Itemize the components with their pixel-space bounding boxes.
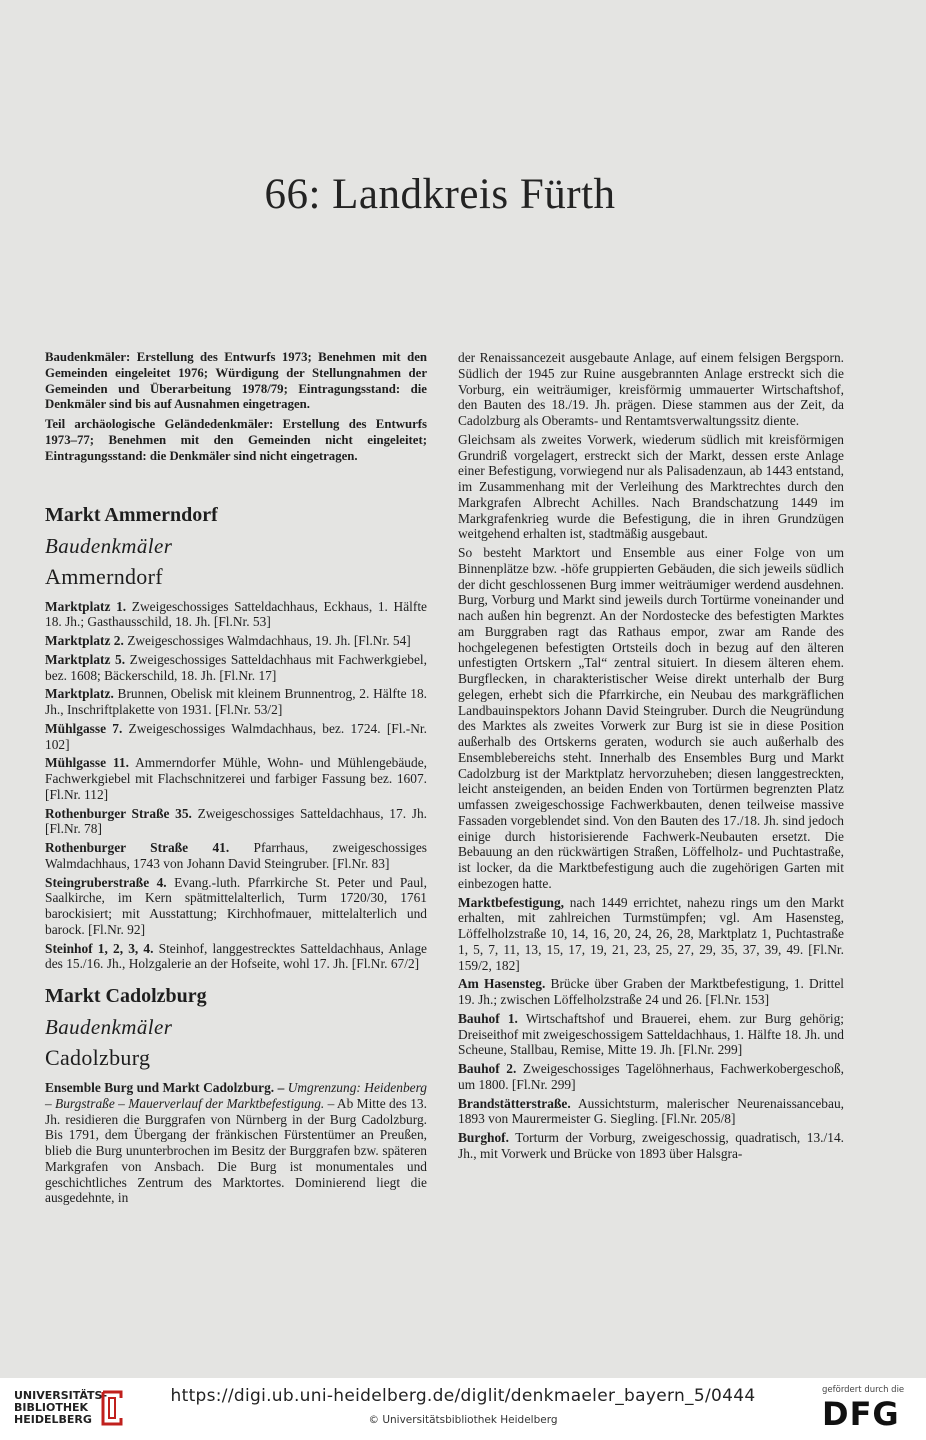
library-logo-line: UNIVERSITÄTS- [14,1389,108,1402]
funding-label: gefördert durch die [822,1385,905,1395]
entry-name: Burghof. [458,1130,509,1145]
paragraph: So besteht Marktort und Ensemble aus einer Folge von um Binnenplätze bzw. -höfe gruppierten Gebäuden, die sich jeweils südlich der dicht geschlossenen Burg immer weiträumiger werdend ausdehnen. Burg, Vorburg und Markt sind jeweils durch Tortürme voneinander und nach außen hin begrenzt. An der Nordostecke des befestigten Marktes am Burggraben ragt das Rathaus empor, zwar am Rande des hochgelegenen befestigten Ortsteils doch in bezug auf den älteren unfestigten Ortskern „Tal“ zentral situiert. In diesem älteren ehem. Burgflecken, in charakteristischer Weise direkt unterhalb der Burg gelegen, erhebt sich die Pfarrkirche, ein Neubau des markgräflichen Landbauinspektors Johann David Steingruber. Durch die Neugründung des Marktes als zweites Vorwerk zur Burg ist sie in diese Position außerhalb des Ortskerns geraten, wodurch sie auch außerhalb des Ensemblebereichs steht. Innerhalb des Ensembles Burg und Markt Cadolzburg ist der Marktplatz hervorzuheben; diesen langgestreckten, leicht ansteigenden, an beiden Enden von Tortürmen begrenzten Platz umfassen zweigeschossige Fachwerkbauten, denen teilweise massive Fassaden vorgeblendet sind. Von den Bauten des 17./18. Jh. sind jedoch einige durch historisierende Fachwerk-Neubauten ersetzt. Die Bebauung an den rückwärtigen Straßen, Löffelholz- und Puchtastraße, ist locker, da die Marktbefestigung auch die zugehörigen Garten mit einbezogen hatte. [458,545,844,891]
entry [45,806,427,838]
entry-name: Mühlgasse 7. [45,720,123,736]
library-logo-line: HEIDELBERG [14,1413,92,1426]
ensemble-boundary: Umgrenzung: Heidenberg – Burgstraße – Mauerverlauf der Marktbefestigung. [45,1080,427,1111]
entry [458,1061,844,1093]
entry [45,686,427,718]
entry-text: Brunnen, Obelisk mit kleinem Brunnentrog, 2. Hälfte 18. Jh., Inschriftplakette von 1931. [Fl.Nr. 53/2] [45,686,427,718]
paragraph: der Renaissancezeit ausgebaute Anlage, auf einem felsigen Bergsporn. Südlich der 1945 zur Ruine ausgebrannten Anlage erstreckt sich die Vorburg, ein weiträumiger, kreisförmig ummauerter Wirtschaftshof, den Bauten des 18./19. Jh. prägen. Diese stammen aus der Zeit, da Cadolzburg als Oberamts- und Rentamtsverwaltungssitz diente. [458,350,844,428]
right-column [458,350,844,1165]
entry [45,941,427,973]
entry-name: Marktplatz 1. [45,598,127,614]
place-cadolzburg: Cadolzburg [45,1045,151,1071]
entry-name: Marktplatz 5. [45,651,126,667]
ensemble-entry [45,1080,427,1206]
entry-text: Zweigeschossiges Satteldachhaus, Eckhaus, 1. Hälfte 18. Jh.; Gasthausschild, 18. Jh. [Fl.Nr. 53] [45,598,427,630]
entry-text: nach 1449 errichtet, nahezu rings um den Markt erhalten, mit zahlreichen Turmstümpfen; vgl. Am Hasensteg, Löffelholzstraße 10, 14, 16, 20, 24, 26, 28, Marktplatz 1, Puchtastraße 1, 5, 7, 11, 13, 15, 17, 19, 21, 23, 25, 27, 29, 35, 37, 39, 49. [Fl.Nr. 159/2, 182] [458,894,844,973]
entry-name: Marktbefestigung, [458,894,565,910]
entry-text: Zweigeschossiges Walmdachhaus, 19. Jh. [Fl.Nr. 54] [123,633,411,649]
entry [45,875,427,938]
entry [45,633,427,649]
permalink-url[interactable]: https://digi.ub.uni-heidelberg.de/diglit/denkmaeler_bayern_5/0444 [170,1386,756,1406]
entry-text: Ammerndorfer Mühle, Wohn- und Mühlengebäude, Fachwerkgiebel mit Flachschnitzerei und farbiger Fassung bez. 1607. [Fl.Nr. 112] [45,755,427,802]
entry-name: Rothenburger Straße 35. [45,805,192,821]
entry-name: Ensemble Burg und Markt Cadolzburg. – [45,1080,285,1096]
entry [458,1096,844,1128]
heading-markt-ammerndorf: Markt Ammerndorf [45,503,218,526]
entry-name: Bauhof 2. [458,1061,517,1076]
entry [45,755,427,802]
entry-text: Brücke über Graben der Marktbefestigung, 1. Drittel 19. Jh.; zwischen Löffelholzstraße 24 und 26. [Fl.Nr. 153] [458,976,844,1007]
dfg-logo: DFG [822,1395,900,1433]
entry-text: Wirtschaftshof und Brauerei, ehem. zur Burg gehörig; Dreiseithof mit zweigeschossigem Satteldachhaus, 1. Hälfte 18. Jh. und Scheune, Stallbau, Remise, Mitte 19. Jh. [Fl.Nr. 299] [458,1010,844,1058]
paragraph: Gleichsam als zweites Vorwerk, wiederum südlich mit kreisförmigen Grundriß vorgelagert, erstreckt sich der Markt, dessen erste Anlage einer Befestigung, vorwiegend nur als Palisadenzaun, ab 1443 entstand, im Zusammenhang mit der Verleihung des Marktrechtes durch den Markgrafen Albrecht Achilles. Nach Brandschatzung 1449 im Markgrafenkrieg wurde die Befestigung, die in ihren Grundzügen weitgehend erhalten ist, stadtmäßig ausgebaut. [458,431,844,542]
entry-name: Bauhof 1. [458,1010,518,1026]
entry [45,599,427,631]
entry-text: Zweigeschossiges Satteldachhaus mit Fachwerkgiebel, bez. 1608; Bäckerschild, 18. Jh. [Fl.Nr. 17] [45,651,427,683]
entry-name: Am Hasensteg. [458,976,546,992]
entry [458,1130,844,1162]
entry [458,895,844,974]
library-logo-line: BIBLIOTHEK [14,1401,89,1414]
page-title: 66: Landkreis Fürth [264,171,616,218]
entry-text: Zweigeschossiges Tagelöhnerhaus, Fachwerkobergeschoß, um 1800. [Fl.Nr. 299] [458,1061,844,1092]
entry-text: Torturm der Vorburg, zweigeschossig, quadratisch, 13./14. Jh., mit Vorwerk und Brücke von 1893 über Halsgra- [458,1130,844,1161]
heading-markt-cadolzburg: Markt Cadolzburg [45,985,207,1008]
subheading-baudenkmaeler: Baudenkmäler [45,533,173,558]
entry-text: – Ab Mitte des 13. Jh. residieren die Burggrafen von Nürnberg in der Burg Cadolzburg. Bis 1791, dem Übergang der fränkischen Fürstentümer an Preußen, blieb die Burg ununterbrochen im Besitz der Burggrafen bzw. späteren Markgrafen von Ansbach. Die Burg ist monumentales und geschichtliches Zentrum des Marktortes. Dominierend liegt die ausgedehnte, in [45,1095,427,1206]
entry [458,1011,844,1058]
entry-text: Evang.-luth. Pfarrkirche St. Peter und Paul, Saalkirche, im Kern spätmittelalterlich, Turm 1720/30, 1761 barockisiert; mit Ausstattung; Kirchhofmauer, mittelalterlich und barock. [Fl.Nr. 92] [45,874,428,937]
intro-archaeologie: Teil archäologische Geländedenkmäler: Erstellung des Entwurfs 1973–77; Benehmen mit den Gemeinden nicht eingeleitet; Eintragungsstand: die Denkmäler sind nicht eingetragen. [45,417,427,463]
entry-text: Zweigeschossiges Satteldachhaus, 17. Jh. [Fl.Nr. 78] [45,805,427,837]
entry-name: Marktplatz 2. [45,633,124,649]
entry-text: Steinhof, langgestrecktes Satteldachhaus, Anlage des 15./16. Jh., Holzgalerie an der Hofseite, wohl 17. Jh. [Fl.Nr. 67/2] [45,940,427,972]
entry-name: Brandstätterstraße. [458,1095,571,1111]
entry-name: Marktplatz. [45,686,114,702]
subheading-baudenkmaeler: Baudenkmäler [45,1015,173,1040]
entry [458,976,844,1008]
entry-name: Mühlgasse 11. [45,755,129,771]
entry-name: Steingruberstraße 4. [45,874,167,890]
entry-name: Steinhof 1, 2, 3, 4. [45,940,154,956]
entry [45,840,427,872]
entry-text: Aussichtsturm, malerischer Neurenaissancebau, 1893 von Maurermeister G. Siegling. [Fl.Nr. 205/8] [458,1095,844,1127]
viewer-footer [0,1378,926,1440]
entry [45,721,427,753]
intro-baudenkmaeler: Baudenkmäler: Erstellung des Entwurfs 1973; Benehmen mit den Gemeinden eingeleitet 1976; Würdigung der Stellungnahmen der Gemeinden und Überarbeitung 1978/79; Eintragungsstand: die Denkmäler sind bis auf Ausnahmen eingetragen. [45,350,427,412]
left-column [45,350,427,1209]
copyright-notice: © Universitätsbibliothek Heidelberg [368,1414,558,1426]
entry [45,652,427,684]
place-ammerndorf: Ammerndorf [45,563,163,589]
entry-text: Zweigeschossiges Walmdachhaus, bez. 1724. [Fl.-Nr. 102] [45,720,427,752]
entry-name: Rothenburger Straße 41. [45,840,230,856]
entry-text: Pfarrhaus, zweigeschossiges Walmdachhaus, 1743 von Johann David Steingruber. [Fl.Nr. 83] [45,840,427,871]
